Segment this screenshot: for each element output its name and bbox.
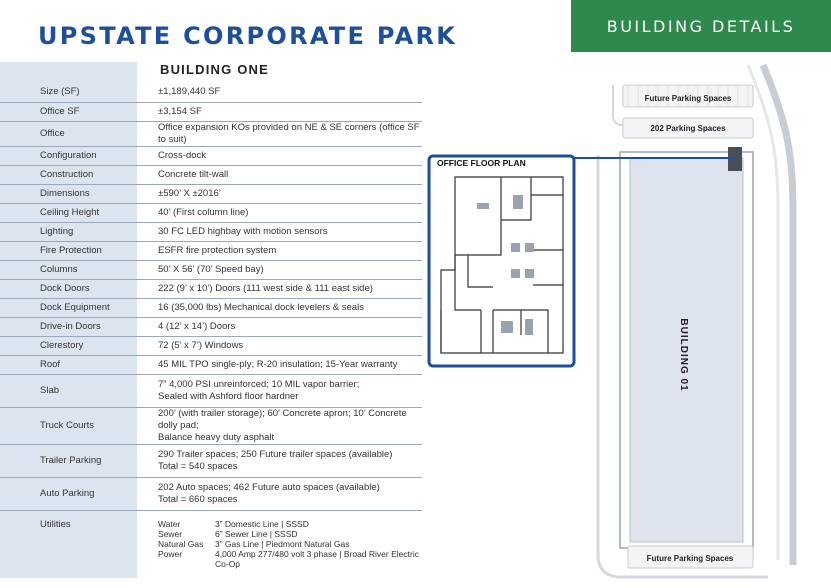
spec-row bbox=[0, 317, 422, 336]
spec-value: 45 MIL TPO single-ply; R-20 insulation; 15-Year warranty bbox=[137, 355, 422, 374]
spec-label: Configuration bbox=[0, 146, 137, 165]
spec-row-utilities bbox=[0, 510, 422, 569]
spec-row bbox=[0, 444, 422, 477]
spec-value: ±590’ X ±2016’ bbox=[137, 184, 422, 203]
spec-row bbox=[0, 336, 422, 355]
building-label: BUILDING 01 bbox=[678, 318, 689, 392]
building-name: BUILDING ONE bbox=[160, 62, 270, 77]
spec-value: 50’ X 56’ (70’ Speed bay) bbox=[137, 260, 422, 279]
page-title: UPSTATE CORPORATE PARK bbox=[38, 22, 458, 50]
spec-label: Dock Equipment bbox=[0, 298, 137, 317]
spec-row bbox=[0, 477, 422, 510]
utility-type: Sewer bbox=[158, 528, 183, 539]
spec-value: ±1,189,440 SF bbox=[137, 83, 422, 102]
spec-row bbox=[0, 355, 422, 374]
spec-label: Size (SF) bbox=[0, 83, 137, 102]
spec-value: 30 FC LED highbay with motion sensors bbox=[137, 222, 422, 241]
utility-value: 3” Domestic Line | SSSD bbox=[215, 518, 309, 529]
spec-label: Dimensions bbox=[0, 184, 137, 203]
spec-row bbox=[0, 298, 422, 317]
spec-value: 222 (9’ x 10’) Doors (111 west side & 111 east side) bbox=[137, 279, 422, 298]
spec-value: 40’ (First column line) bbox=[137, 203, 422, 222]
spec-value: 290 Trailer spaces; 250 Future trailer spaces (available) Total = 540 spaces bbox=[137, 444, 422, 477]
spec-value: 200’ (with trailer storage); 60’ Concrete apron; 10’ Concrete dolly pad; Balance heavy duty asphalt bbox=[137, 407, 422, 444]
section-banner: BUILDING DETAILS bbox=[571, 0, 831, 52]
spec-label: Fire Protection bbox=[0, 241, 137, 260]
spec-row bbox=[0, 241, 422, 260]
future-parking-top-label: Future Parking Spaces bbox=[644, 94, 732, 103]
spec-row bbox=[0, 260, 422, 279]
spec-table bbox=[0, 83, 422, 569]
spec-label: Slab bbox=[0, 374, 137, 407]
utility-value: 6” Sewer Line | SSSD bbox=[215, 528, 298, 539]
spec-value: ±3,154 SF bbox=[137, 102, 422, 121]
spec-row bbox=[0, 222, 422, 241]
spec-label: Ceiling Height bbox=[0, 203, 137, 222]
utility-type: Power bbox=[158, 548, 183, 559]
spec-row bbox=[0, 184, 422, 203]
spec-value: 7” 4,000 PSI unreinforced; 10 MIL vapor barrier; Sealed with Ashford floor hardner bbox=[137, 374, 422, 407]
spec-row bbox=[0, 279, 422, 298]
spec-value: 72 (5’ x 7’) Windows bbox=[137, 336, 422, 355]
spec-label: Drive-in Doors bbox=[0, 317, 137, 336]
spec-label: Truck Courts bbox=[0, 407, 137, 444]
spec-label: Clerestory bbox=[0, 336, 137, 355]
site-plan bbox=[423, 55, 831, 583]
spec-row bbox=[0, 121, 422, 146]
spec-row bbox=[0, 165, 422, 184]
spec-value: Concrete tilt-wall bbox=[137, 165, 422, 184]
spec-label: Auto Parking bbox=[0, 477, 137, 510]
spec-value: 202 Auto spaces; 462 Future auto spaces (available) Total = 660 spaces bbox=[137, 477, 422, 510]
future-parking-bottom-label: Future Parking Spaces bbox=[646, 554, 734, 563]
spec-label: Dock Doors bbox=[0, 279, 137, 298]
spec-value: Office expansion KOs provided on NE & SE corners (office SF to suit) bbox=[137, 121, 422, 146]
utility-value: 3” Gas Line | Piedmont Natural Gas bbox=[215, 538, 350, 549]
spec-value: ESFR fire protection system bbox=[137, 241, 422, 260]
spec-value: Cross-dock bbox=[137, 146, 422, 165]
spec-label: Columns bbox=[0, 260, 137, 279]
utilities-list bbox=[137, 510, 422, 569]
spec-row bbox=[0, 83, 422, 102]
utility-type: Natural Gas bbox=[158, 538, 204, 549]
spec-label: Trailer Parking bbox=[0, 444, 137, 477]
spec-row bbox=[0, 407, 422, 444]
spec-row bbox=[0, 146, 422, 165]
utility-type: Water bbox=[158, 518, 181, 529]
spec-label: Roof bbox=[0, 355, 137, 374]
spec-label: Utilities bbox=[40, 518, 71, 530]
utility-value: 4,000 Amp 277/480 volt 3 phase | Broad River Electric Co-Op bbox=[215, 548, 419, 569]
spec-row bbox=[0, 203, 422, 222]
spec-label: Office bbox=[0, 121, 137, 146]
spec-value: 4 (12’ x 14’) Doors bbox=[137, 317, 422, 336]
spec-label: Office SF bbox=[0, 102, 137, 121]
spec-row bbox=[0, 374, 422, 407]
office-floor-plan-title: OFFICE FLOOR PLAN bbox=[437, 158, 526, 168]
spec-label: Lighting bbox=[0, 222, 137, 241]
parking-202-label: 202 Parking Spaces bbox=[650, 124, 726, 133]
spec-value: 16 (35,000 lbs) Mechanical dock levelers & seals bbox=[137, 298, 422, 317]
spec-row bbox=[0, 102, 422, 121]
spec-label: Construction bbox=[0, 165, 137, 184]
